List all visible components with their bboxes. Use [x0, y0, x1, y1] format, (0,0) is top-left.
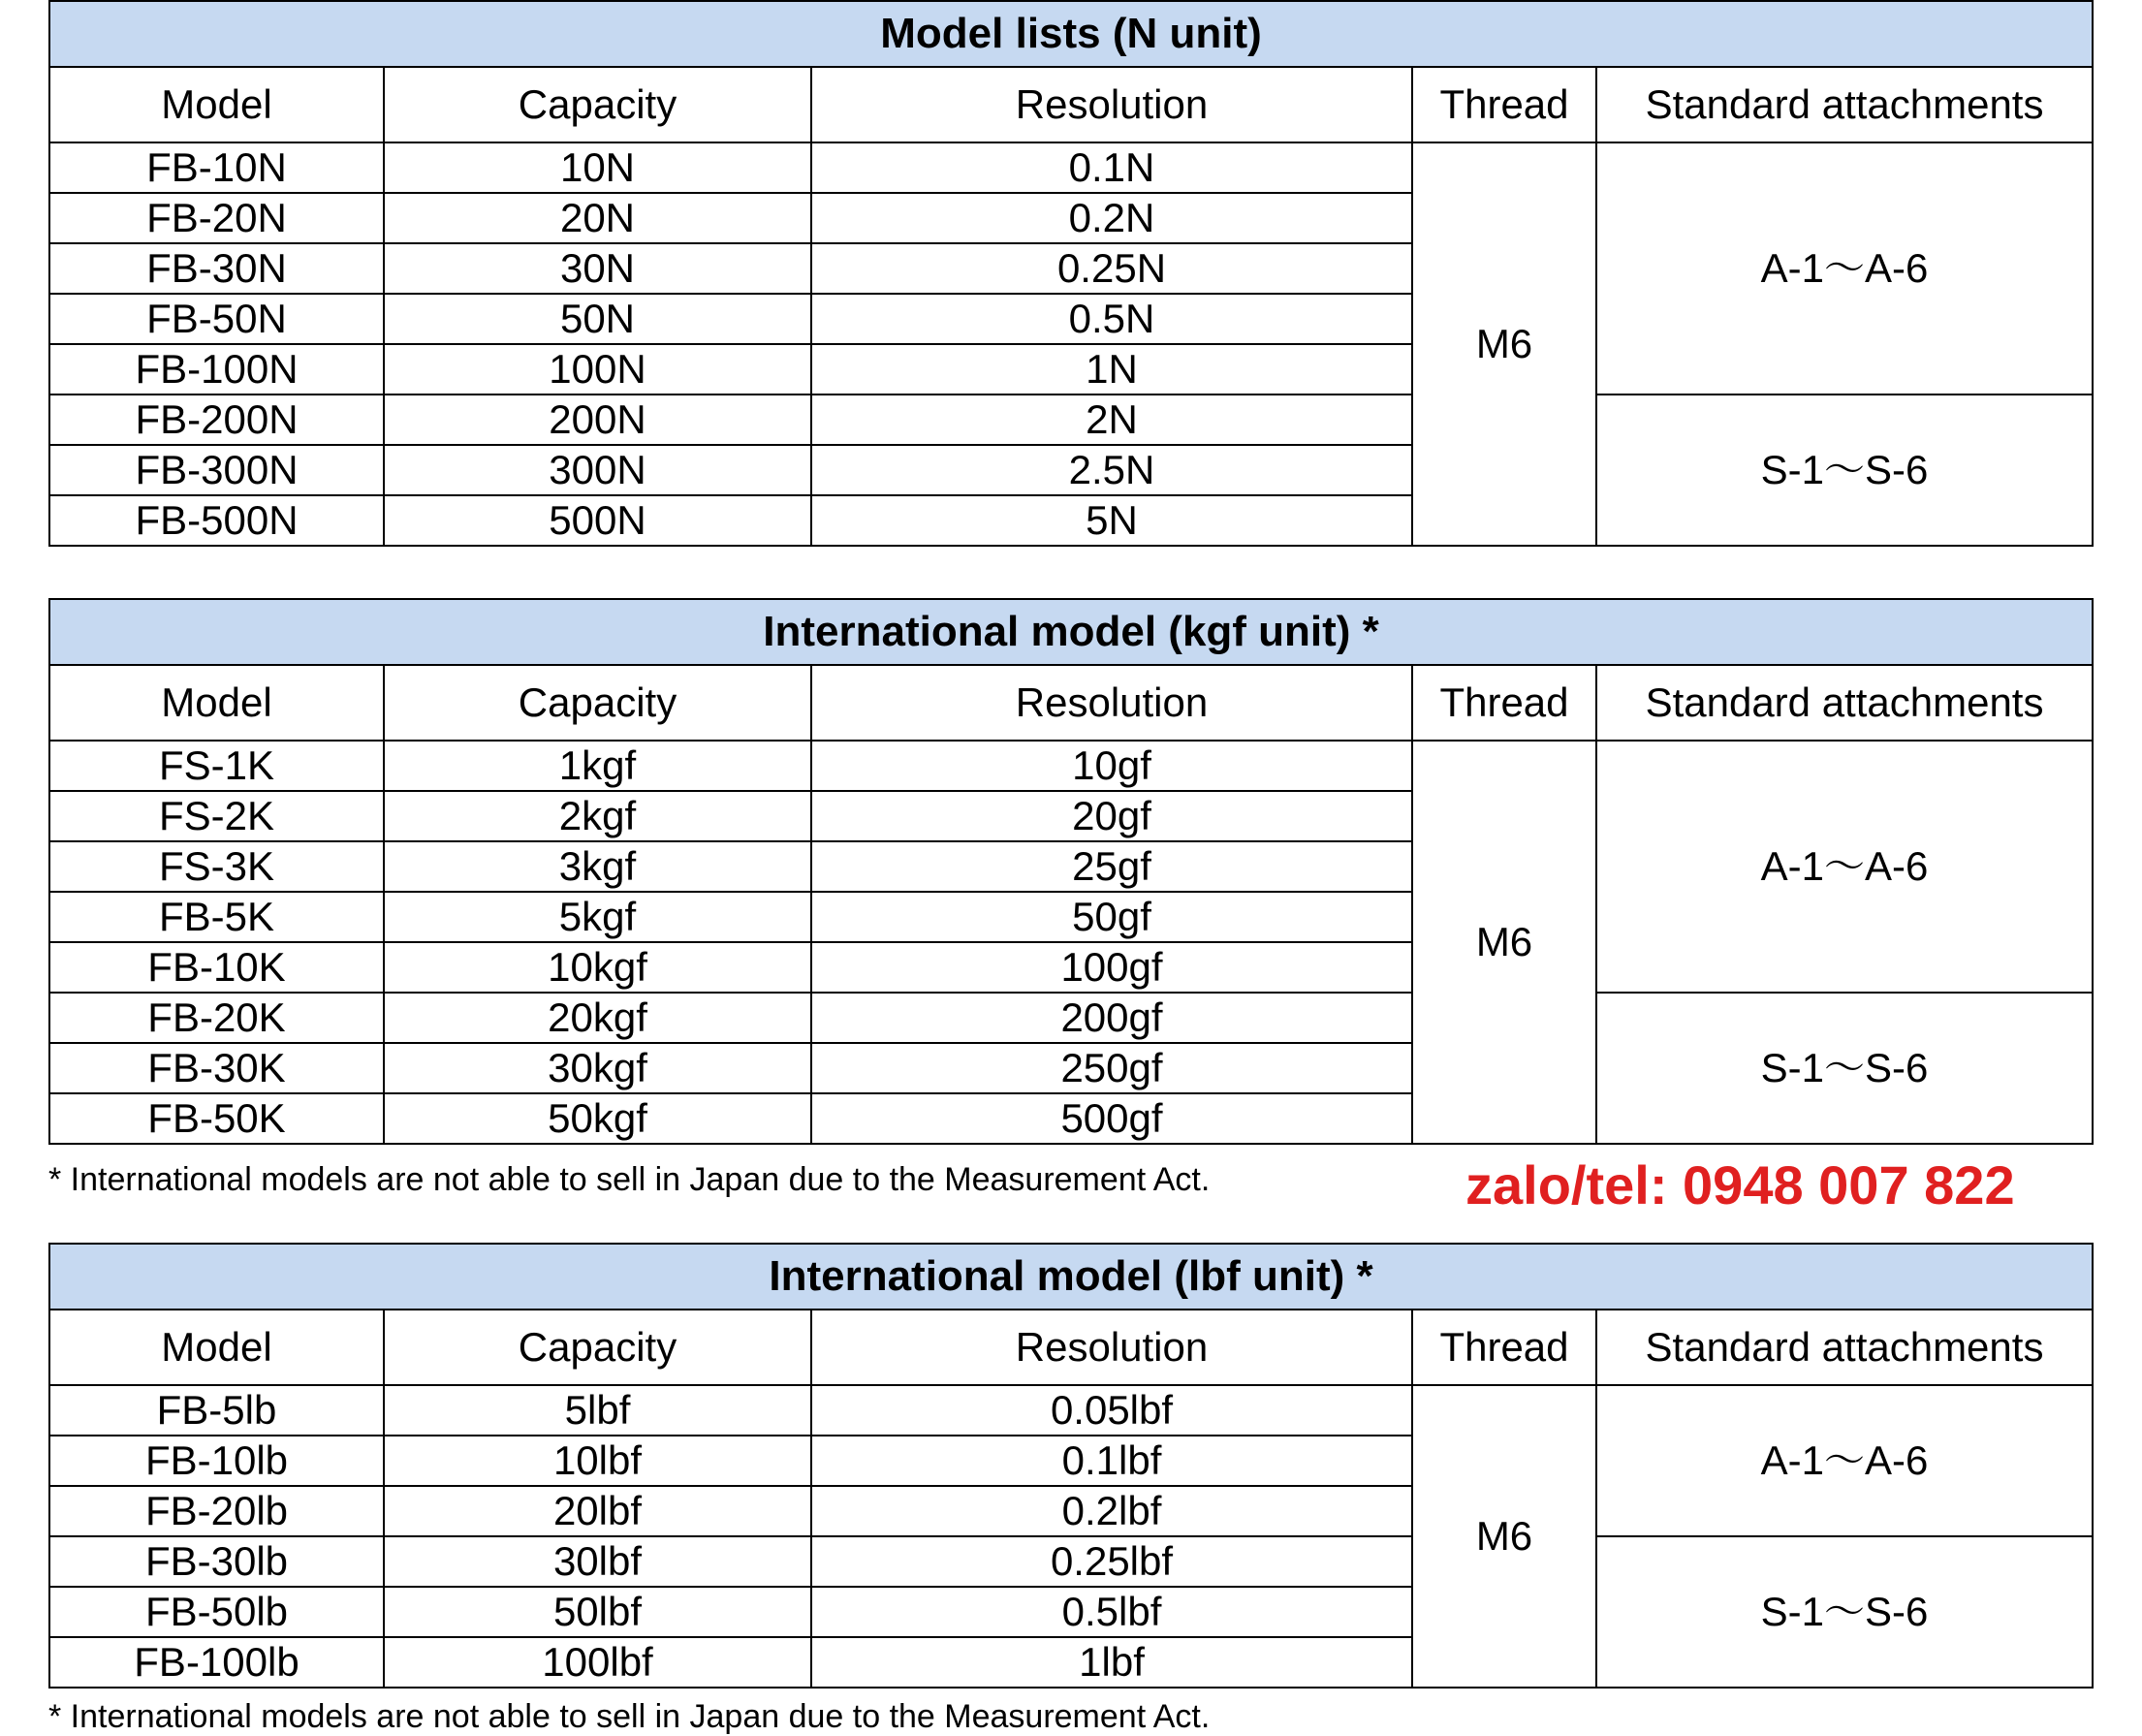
table-row [49, 1536, 2093, 1587]
cell-capacity: 20lbf [384, 1486, 811, 1536]
table-title: International model (kgf unit) * [49, 599, 2093, 665]
cell-resolution: 0.2N [811, 193, 1412, 243]
cell-model: FB-10lb [49, 1436, 384, 1486]
model-table-lbf-unit [48, 1243, 2094, 1689]
cell-attachments-a: A-1～A-6 [1596, 1385, 2093, 1536]
table-title: International model (lbf unit) * [49, 1244, 2093, 1310]
cell-attachments-a: A-1～A-6 [1596, 142, 2093, 395]
cell-capacity: 5lbf [384, 1385, 811, 1436]
cell-capacity: 5kgf [384, 892, 811, 942]
cell-capacity: 10N [384, 142, 811, 193]
cell-capacity: 30lbf [384, 1536, 811, 1587]
cell-resolution: 20gf [811, 791, 1412, 841]
cell-model: FB-50K [49, 1093, 384, 1144]
contact-phone: zalo/tel: 0948 007 822 [1465, 1154, 2015, 1215]
cell-capacity: 50N [384, 294, 811, 344]
cell-attachments-s: S-1～S-6 [1596, 1536, 2093, 1688]
cell-thread: M6 [1412, 142, 1596, 546]
header-resolution: Resolution [811, 665, 1412, 741]
cell-thread: M6 [1412, 1385, 1596, 1688]
cell-model: FB-30N [49, 243, 384, 294]
cell-model: FB-10K [49, 942, 384, 993]
cell-attachments-s: S-1～S-6 [1596, 395, 2093, 546]
cell-resolution: 0.05lbf [811, 1385, 1412, 1436]
cell-resolution: 0.25N [811, 243, 1412, 294]
table-row [49, 993, 2093, 1043]
header-capacity: Capacity [384, 67, 811, 142]
cell-model: FB-100N [49, 344, 384, 395]
table-row [49, 1385, 2093, 1436]
cell-model: FB-200N [49, 395, 384, 445]
cell-resolution: 1N [811, 344, 1412, 395]
model-table-kgf-unit [48, 598, 2094, 1145]
cell-capacity: 50kgf [384, 1093, 811, 1144]
cell-model: FB-50lb [49, 1587, 384, 1637]
cell-capacity: 2kgf [384, 791, 811, 841]
cell-resolution: 500gf [811, 1093, 1412, 1144]
cell-resolution: 10gf [811, 741, 1412, 791]
cell-capacity: 30kgf [384, 1043, 811, 1093]
header-capacity: Capacity [384, 1310, 811, 1385]
cell-model: FB-500N [49, 495, 384, 546]
cell-model: FB-100lb [49, 1637, 384, 1688]
header-capacity: Capacity [384, 665, 811, 741]
cell-model: FB-10N [49, 142, 384, 193]
cell-capacity: 100N [384, 344, 811, 395]
cell-model: FS-2K [49, 791, 384, 841]
footnote: * International models are not able to sell in Japan due to the Measurement Act. [48, 1161, 1211, 1198]
model-table-n-unit [48, 0, 2094, 547]
cell-model: FB-30lb [49, 1536, 384, 1587]
cell-model: FB-5K [49, 892, 384, 942]
table-row [49, 395, 2093, 445]
header-model: Model [49, 665, 384, 741]
cell-model: FB-20lb [49, 1486, 384, 1536]
cell-resolution: 0.2lbf [811, 1486, 1412, 1536]
cell-model: FB-20K [49, 993, 384, 1043]
header-model: Model [49, 1310, 384, 1385]
table-row [49, 741, 2093, 791]
header-resolution: Resolution [811, 1310, 1412, 1385]
cell-resolution: 2N [811, 395, 1412, 445]
cell-model: FB-5lb [49, 1385, 384, 1436]
table-row [49, 142, 2093, 193]
header-thread: Thread [1412, 67, 1596, 142]
cell-model: FS-1K [49, 741, 384, 791]
cell-capacity: 30N [384, 243, 811, 294]
header-attachments: Standard attachments [1596, 665, 2093, 741]
cell-model: FB-30K [49, 1043, 384, 1093]
cell-attachments-a: A-1～A-6 [1596, 741, 2093, 993]
cell-resolution: 5N [811, 495, 1412, 546]
cell-model: FB-300N [49, 445, 384, 495]
cell-model: FB-50N [49, 294, 384, 344]
cell-model: FB-20N [49, 193, 384, 243]
header-attachments: Standard attachments [1596, 1310, 2093, 1385]
cell-resolution: 0.5lbf [811, 1587, 1412, 1637]
cell-resolution: 0.1N [811, 142, 1412, 193]
header-thread: Thread [1412, 1310, 1596, 1385]
cell-capacity: 20kgf [384, 993, 811, 1043]
cell-model: FS-3K [49, 841, 384, 892]
cell-capacity: 100lbf [384, 1637, 811, 1688]
cell-resolution: 0.25lbf [811, 1536, 1412, 1587]
table-title: Model lists (N unit) [49, 1, 2093, 67]
header-model: Model [49, 67, 384, 142]
cell-resolution: 25gf [811, 841, 1412, 892]
cell-resolution: 200gf [811, 993, 1412, 1043]
cell-capacity: 3kgf [384, 841, 811, 892]
header-thread: Thread [1412, 665, 1596, 741]
cell-thread: M6 [1412, 741, 1596, 1144]
cell-resolution: 2.5N [811, 445, 1412, 495]
header-attachments: Standard attachments [1596, 67, 2093, 142]
cell-resolution: 0.1lbf [811, 1436, 1412, 1486]
cell-resolution: 100gf [811, 942, 1412, 993]
header-resolution: Resolution [811, 67, 1412, 142]
cell-capacity: 10lbf [384, 1436, 811, 1486]
cell-capacity: 20N [384, 193, 811, 243]
cell-resolution: 50gf [811, 892, 1412, 942]
cell-capacity: 300N [384, 445, 811, 495]
cell-resolution: 0.5N [811, 294, 1412, 344]
cell-resolution: 1lbf [811, 1637, 1412, 1688]
cell-capacity: 500N [384, 495, 811, 546]
cell-capacity: 10kgf [384, 942, 811, 993]
cell-resolution: 250gf [811, 1043, 1412, 1093]
cell-capacity: 200N [384, 395, 811, 445]
footnote-cut: * International models are not able to sell in Japan due to the Measurement Act. [48, 1698, 1211, 1735]
cell-attachments-s: S-1～S-6 [1596, 993, 2093, 1144]
cell-capacity: 1kgf [384, 741, 811, 791]
cell-capacity: 50lbf [384, 1587, 811, 1637]
